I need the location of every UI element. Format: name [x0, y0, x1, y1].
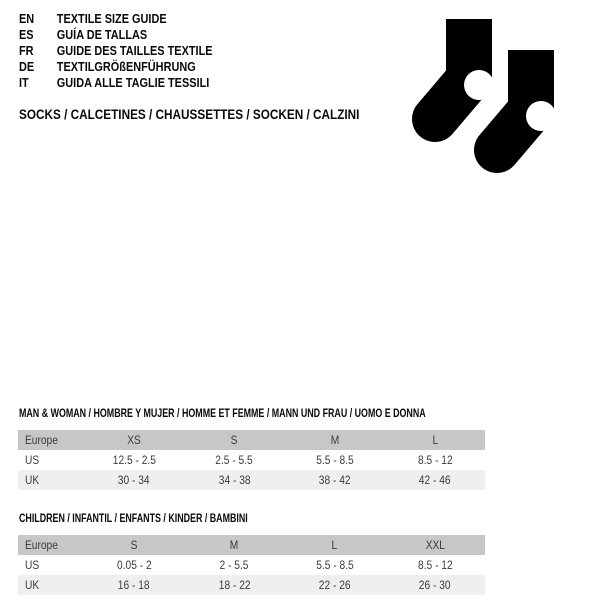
category-heading: SOCKS / CALCETINES / CHAUSSETTES / SOCKEN / CALZINI — [19, 106, 360, 122]
language-code: FR — [19, 43, 34, 58]
children-section — [18, 512, 485, 595]
header-size-cell: M — [230, 538, 239, 552]
man-woman-title: MAN & WOMAN / HOMBRE Y MUJER / HOMME ET FEMME / MANN UND FRAU / UOMO E DONNA — [19, 406, 426, 420]
man-woman-section — [18, 407, 485, 490]
size-value-cell: 34 - 38 — [218, 473, 251, 487]
header-region-cell: Europe — [25, 538, 58, 552]
socks-icon-svg — [396, 0, 556, 180]
sock-right — [497, 50, 556, 150]
table-header-row — [18, 535, 485, 555]
header-size-cell: S — [130, 538, 138, 552]
table-header-row — [18, 430, 485, 450]
row-label-cell: US — [25, 558, 40, 572]
row-label-cell: UK — [25, 473, 40, 487]
size-value-cell: 12.5 - 2.5 — [112, 453, 156, 467]
size-value-cell: 30 - 34 — [118, 473, 150, 487]
size-value-cell: 2 - 5.5 — [219, 558, 249, 572]
language-row-en — [19, 11, 213, 27]
language-code: EN — [19, 11, 35, 26]
language-row-fr — [19, 43, 213, 59]
size-value-cell: 26 - 30 — [418, 578, 451, 592]
language-row-de — [19, 59, 213, 75]
header-size-cell: L — [331, 538, 338, 552]
size-value-cell: 8.5 - 12 — [417, 453, 453, 467]
size-value-cell: 16 - 18 — [118, 578, 150, 592]
table-row-us — [18, 555, 485, 575]
children-title: CHILDREN / INFANTIL / ENFANTS / KINDER / BAMBINI — [19, 511, 248, 525]
header-size-cell: XS — [127, 433, 141, 447]
size-value-cell: 2.5 - 5.5 — [215, 453, 254, 467]
language-row-it — [19, 75, 213, 91]
language-code: IT — [19, 75, 29, 90]
language-label: GUÍA DE TALLAS — [56, 27, 148, 42]
language-label: GUIDA ALLE TAGLIE TESSILI — [56, 75, 210, 90]
size-value-cell: 42 - 46 — [418, 473, 451, 487]
sock-left — [435, 19, 494, 119]
table-row-us — [18, 450, 485, 470]
language-row-es — [19, 27, 213, 43]
language-label: GUIDE DES TAILLES TEXTILE — [56, 43, 213, 58]
row-label-cell: UK — [25, 578, 40, 592]
socks-icon — [396, 0, 556, 180]
header-size-cell: M — [330, 433, 339, 447]
size-value-cell: 5.5 - 8.5 — [315, 453, 354, 467]
children-size-table — [18, 535, 485, 595]
language-list — [19, 11, 249, 91]
size-value-cell: 38 - 42 — [318, 473, 351, 487]
table-row-uk — [18, 470, 485, 490]
language-code: DE — [19, 59, 35, 74]
language-label: TEXTILGRÖßENFÜHRUNG — [56, 59, 196, 74]
language-code: ES — [19, 27, 34, 42]
size-value-cell: 8.5 - 12 — [417, 558, 453, 572]
size-value-cell: 5.5 - 8.5 — [315, 558, 354, 572]
size-value-cell: 0.05 - 2 — [116, 558, 152, 572]
language-label: TEXTILE SIZE GUIDE — [56, 11, 167, 26]
header-region-cell: Europe — [25, 433, 58, 447]
man-woman-size-table — [18, 430, 485, 490]
size-value-cell: 18 - 22 — [218, 578, 251, 592]
table-row-uk — [18, 575, 485, 595]
header-size-cell: S — [230, 433, 238, 447]
row-label-cell: US — [25, 453, 40, 467]
size-value-cell: 22 - 26 — [318, 578, 351, 592]
header-size-cell: L — [432, 433, 438, 447]
header-size-cell: XXL — [425, 538, 445, 552]
